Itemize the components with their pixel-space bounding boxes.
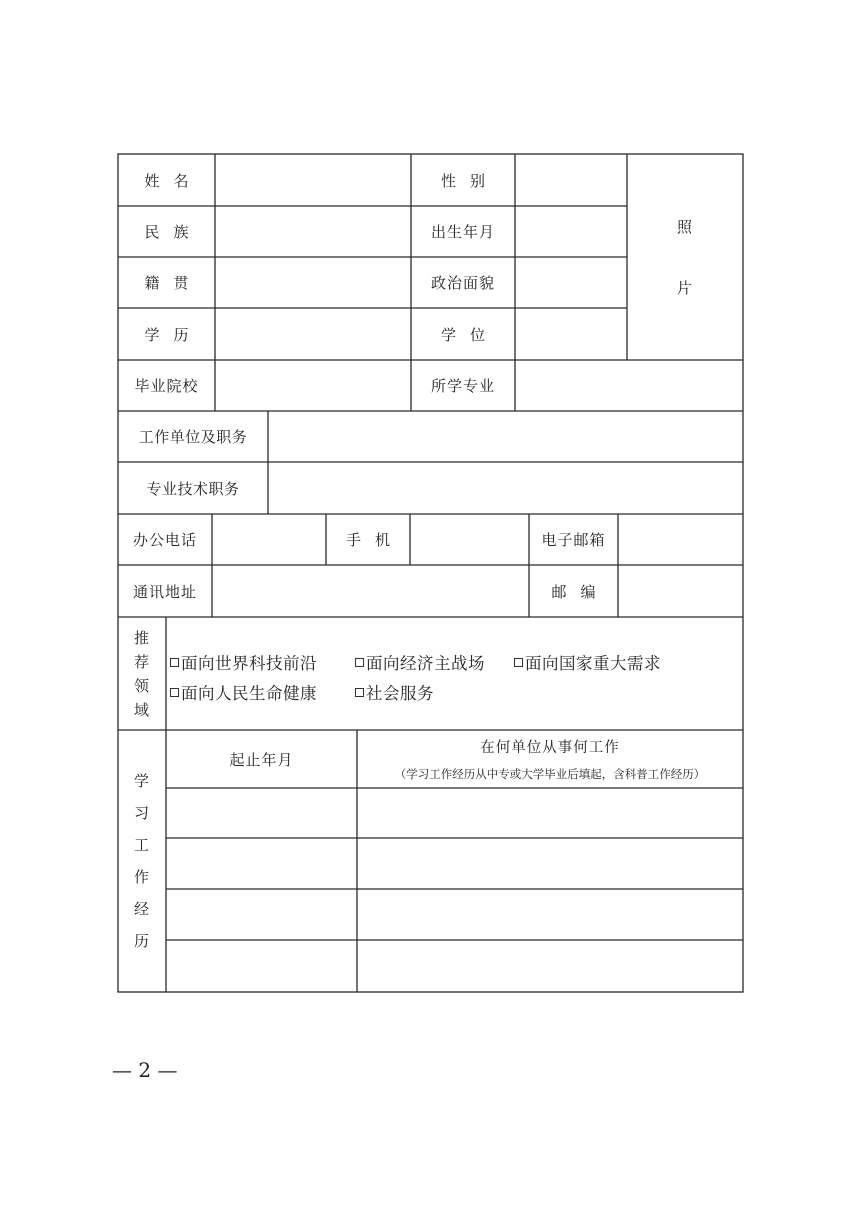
period-field-3[interactable] — [166, 889, 357, 940]
period-column-header: 起止年月 — [229, 750, 294, 769]
org-field-3[interactable] — [357, 889, 743, 940]
domain-option-economy[interactable]: 面向经济主战场 — [355, 650, 514, 674]
title-field[interactable] — [268, 462, 743, 514]
period-field-2[interactable] — [166, 838, 357, 889]
title-label: 专业技术职务 — [146, 479, 240, 498]
birth-field[interactable] — [515, 206, 627, 257]
checkbox-icon[interactable] — [355, 658, 364, 667]
checkbox-icon[interactable] — [355, 688, 364, 697]
mobile-label: 手机 — [345, 531, 404, 549]
gender-field[interactable] — [515, 154, 627, 206]
org-field-1[interactable] — [357, 788, 743, 838]
page-number: — 2 — — [112, 1058, 178, 1082]
ethnicity-label: 民族 — [144, 223, 203, 241]
mobile-field[interactable] — [410, 514, 529, 565]
domain-option-health[interactable]: 面向人民生命健康 — [170, 680, 355, 704]
ethnicity-field[interactable] — [215, 206, 411, 257]
domains-label: 推 荐 领 域 — [133, 628, 150, 719]
employer-label: 工作单位及职务 — [138, 428, 248, 446]
org-column-title: 在何单位从事何工作 — [480, 740, 620, 756]
email-label: 电子邮箱 — [541, 531, 606, 549]
org-column-note: （学习工作经历从中专或大学毕业后填起，含科普工作经历） — [394, 767, 706, 781]
domain-option-frontier[interactable]: 面向世界科技前沿 — [170, 650, 355, 674]
school-field[interactable] — [215, 360, 411, 411]
degree-label: 学位 — [440, 325, 499, 344]
checkbox-icon[interactable] — [170, 658, 179, 667]
period-field-4[interactable] — [166, 940, 357, 992]
checkbox-icon[interactable] — [170, 688, 179, 697]
photo-label-2: 片 — [676, 279, 693, 297]
political-field[interactable] — [515, 257, 627, 308]
office-phone-field[interactable] — [212, 514, 326, 565]
period-field-1[interactable] — [166, 788, 357, 838]
org-field-2[interactable] — [357, 838, 743, 889]
checkbox-icon[interactable] — [514, 658, 523, 667]
photo-label-1: 照 — [676, 218, 693, 236]
major-label: 所学专业 — [430, 377, 495, 395]
gender-label: 性别 — [440, 171, 499, 190]
birth-label: 出生年月 — [430, 223, 495, 241]
photo-box[interactable] — [627, 154, 743, 360]
school-label: 毕业院校 — [134, 377, 199, 395]
domains-row-2 — [170, 677, 434, 707]
native-place-field[interactable] — [215, 257, 411, 308]
degree-field[interactable] — [515, 308, 627, 360]
name-field[interactable] — [215, 154, 411, 206]
domain-option-social-service[interactable]: 社会服务 — [355, 680, 434, 704]
office-phone-label: 办公电话 — [132, 531, 197, 549]
address-label: 通讯地址 — [132, 582, 197, 601]
postcode-label: 邮编 — [551, 582, 610, 601]
email-field[interactable] — [618, 514, 743, 565]
employer-field[interactable] — [268, 411, 743, 462]
education-field[interactable] — [215, 308, 411, 360]
domain-option-national-needs[interactable]: 面向国家重大需求 — [514, 650, 661, 674]
address-field[interactable] — [212, 565, 529, 617]
postcode-field[interactable] — [618, 565, 743, 617]
education-label: 学历 — [144, 325, 203, 344]
name-label: 姓名 — [144, 171, 203, 190]
major-field[interactable] — [515, 360, 743, 411]
org-field-4[interactable] — [357, 940, 743, 992]
domains-row-1 — [170, 647, 661, 677]
native-place-label: 籍贯 — [144, 274, 203, 292]
work-history-label: 学 习 工 作 经 历 — [133, 772, 150, 950]
org-column-header — [357, 730, 743, 788]
domains-options — [166, 617, 743, 730]
political-label: 政治面貌 — [430, 274, 495, 292]
